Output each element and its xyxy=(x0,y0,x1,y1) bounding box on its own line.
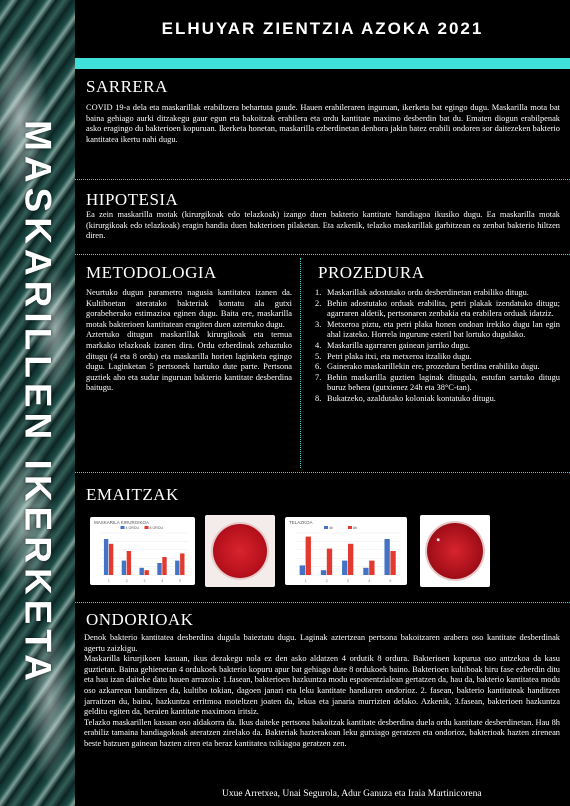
side-title xyxy=(0,0,75,806)
petri-photo xyxy=(205,515,275,587)
divider xyxy=(75,179,570,180)
bar xyxy=(348,544,353,575)
bar xyxy=(342,561,347,575)
chart-kirurgikoa xyxy=(90,517,195,585)
bar xyxy=(145,570,149,575)
tick-label: 5 xyxy=(179,579,182,583)
bar xyxy=(306,537,311,575)
tick-label: 3 xyxy=(347,579,349,583)
legend-label: 8 ORDU xyxy=(149,526,164,530)
tick-label: 1 xyxy=(304,579,307,583)
divider xyxy=(75,254,570,255)
poster-header xyxy=(75,0,570,58)
tick-label: 4 xyxy=(161,579,164,583)
column-divider xyxy=(300,258,301,468)
legend-swatch xyxy=(121,526,125,529)
petri-dish xyxy=(427,523,483,579)
hipotesia-text: Ea zein maskarilla motak (kirurgikoak edo telazkoak) izango duen bakterio kantitate handiagoa ikusiko dugu. Ea maskarilla motak (kirurgikoak edo telazkoak) eragin handia duen bakterioen pilaketan. Eta azkenik, telazko maskarillak garbitzean ea zenbat bakterio hiltzen diren. xyxy=(86,210,560,241)
legend-label: 4h xyxy=(329,526,333,530)
tick-label: 4 xyxy=(368,579,371,583)
list-item: 3. Metxeroa piztu, eta petri plaka honen ondoan irekiko dugu lan egin ahal izateko. Horrela ingurune esteril bat lortuko dugulako. xyxy=(315,319,560,340)
metodologia-paragraph: Neurtuko dugun parametro nagusia kantitatea izanen da. Kultiboetan ateratako bakteriak kontatu ala gutxi gorabeherako estimazioa eginen dugu. Baita ere, maskarilla motak bakterioen kantitatean eragiten duen aztertuko dugu. xyxy=(86,288,292,329)
prozedura-title: PROZEDURA xyxy=(318,263,425,282)
sarrera-title: SARRERA xyxy=(86,77,168,96)
accent-bar xyxy=(75,58,570,69)
tick-label: 2 xyxy=(325,579,328,583)
divider xyxy=(75,602,570,603)
side-title-text: MASKARILLEN IKERKETA xyxy=(17,120,59,686)
bar xyxy=(140,568,144,575)
credits: Uxue Arretxea, Unai Segurola, Adur Ganuza eta Iraia Martinicorena xyxy=(222,789,482,799)
bar xyxy=(162,557,166,575)
tick-label: 3 xyxy=(143,579,146,583)
bar xyxy=(122,561,126,575)
chart-title: TELAZKOA xyxy=(289,520,313,525)
legend-swatch xyxy=(348,526,352,529)
metodologia-paragraph: Aztertuko ditugun maskarillak kirurgikoak eta ternua markako telazkoak izanen dira. Ordu ezberdinak zehaztuko ditugu (4 eta 8 ordu) eta maskarilla horien laginketa egingo dugu. Laginketan 5 pertsonek hartuko dute parte. Pertsona guztiek aho eta sudur inguruan bakterio kantitate desberdina baitugu. xyxy=(86,330,292,393)
bar xyxy=(300,565,305,575)
prozedura-steps xyxy=(315,288,560,405)
tick-label: 5 xyxy=(389,579,392,583)
list-item: 5. Petri plaka itxi, eta metxeroa itzaliko dugu. xyxy=(315,351,472,361)
list-item: 7. Behin maskarilla guztien laginak ditugula, estufan sartuko ditugu buruz behera (gutxienez 24h eta 38°C-tan). xyxy=(315,372,560,393)
bar xyxy=(175,561,179,575)
bar xyxy=(104,539,108,575)
bar xyxy=(127,551,131,575)
bar xyxy=(109,544,113,575)
bar xyxy=(157,563,161,575)
bar xyxy=(363,568,368,575)
ondorioak-title: ONDORIOAK xyxy=(86,610,194,629)
list-item: 4. Maskarilla agarraren gainean jarriko dugu. xyxy=(315,340,471,350)
bar xyxy=(369,561,374,575)
list-item: 6. Gainerako maskarillekin ere, prozedura berdina erabiliko dugu. xyxy=(315,362,540,372)
ondorioak-paragraph: Denok bakterio kantitatea desberdina dugula baieztatu dugu. Laginak aztertzean pertsona bakoitzaren arabera oso kantitate desberdinak agertu zaizkigu. xyxy=(84,633,560,653)
ondorioak-paragraph: Telazko maskarillen kasuan oso aldakorra da. Ikus daiteke pertsona bakoitzak kantitate desberdina duela ordu kantitate desberdinetan. Hau 8h erabiliz tamaina handiagokoak ateratzen zirelako da. Bakteriak hazterakoan leku gutxiago geratzen eta ondorioz, bakterioak hazten zirenean beste batzuen gainean hazten ziren eta beraz kantitatea txikiagoa geratzen zen. xyxy=(84,717,560,748)
emaitzak-title: EMAITZAK xyxy=(86,485,179,504)
bar xyxy=(384,539,389,575)
tick-label: 2 xyxy=(125,579,128,583)
list-item: 8. Bukatzeko, azaldutako koloniak kontatuko ditugu. xyxy=(315,393,496,403)
legend-label: 8h xyxy=(353,526,357,530)
metodologia-text xyxy=(86,288,292,394)
sarrera-text: COVID 19-a dela eta maskarillak erabiltzera behartuta gaude. Hauen erabileraren inguruan, ikerketa bat egingo dugu. Maskarilla mota bat baina gehiago aurki ditzakegu gaur egun eta bakoitzak erabilera eta ordu kantitate maximo desberdin bat du. Ematen diogun erabilpenak asko eragingo du bakterioen kopuruan. Ikerketa honetan, maskarilla ezberdinetan denbora jakin batez erabili ondoren sor daitezeken bakterio kantitatea ikertu nahi dugu. xyxy=(86,103,560,144)
legend-swatch xyxy=(324,526,328,529)
petri-dish xyxy=(213,524,267,578)
petri-photo xyxy=(420,515,490,587)
list-item: 2. Behin adostutako orduak erabilita, petri plakak izendatuko ditugu; agarraren aldetik, pertsonaren zenbakia eta erabilera orduak idatziz. xyxy=(315,298,560,319)
legend-label: 4 ORDU xyxy=(125,526,140,530)
tick-label: 1 xyxy=(107,579,110,583)
metodologia-title: METODOLOGIA xyxy=(86,263,217,282)
bar-chart-kirurgikoa xyxy=(90,517,195,585)
bar xyxy=(180,553,184,575)
bar xyxy=(321,570,326,575)
bar xyxy=(390,551,395,575)
divider xyxy=(75,472,570,473)
chart-title: MASKARILA KIRURGIKOA xyxy=(94,520,150,525)
ondorioak-paragraph: Maskarilla kirurjikoen kasuan, ikus dezakegu nola ez den asko aldatzen 4 ordutik 8 ordura. Bakterioen kopurua oso antzekoa da kasu guztietan. Baina gehienetan 4 ordukoek bakterio kopuru apur bat gehiago dute 8 ordukoek baino. Bakterioen kultiboak hiru fase ezberdin ditu eta hau izan daiteke datu hauen arrazoia: 1.fasean, bakterioen hazkuntza modu esponentzialean gertatzen da, hau da, bakterio kantitatea modu oso azkarrean handitzen da, kultibo tokian, dagoen janari eta leku kantitate handiaren ondorioz. 2. fasean, bakterio kantitateak handitzen jarraitzen du, baina, hazkuntza erritmoa moteltzen joaten da, lekua eta janaria murrizten delako. Azkenik, 3.fasean, bakterioen hazkuntza gelditu egiten da, beraien kantitate maximora iritsiz. xyxy=(84,654,560,717)
legend-swatch xyxy=(145,526,149,529)
hipotesia-title: HIPOTESIA xyxy=(86,190,179,209)
list-item: 1. Maskarillak adostutako ordu desberdinetan erabiliko ditugu. xyxy=(315,288,529,297)
header-title: ELHUYAR ZIENTZIA AZOKA 2021 xyxy=(161,19,484,38)
bar-chart-telazkoa xyxy=(285,517,407,585)
bar xyxy=(327,549,332,575)
ondorioak-text xyxy=(84,633,560,750)
chart-telazkoa xyxy=(285,517,407,585)
